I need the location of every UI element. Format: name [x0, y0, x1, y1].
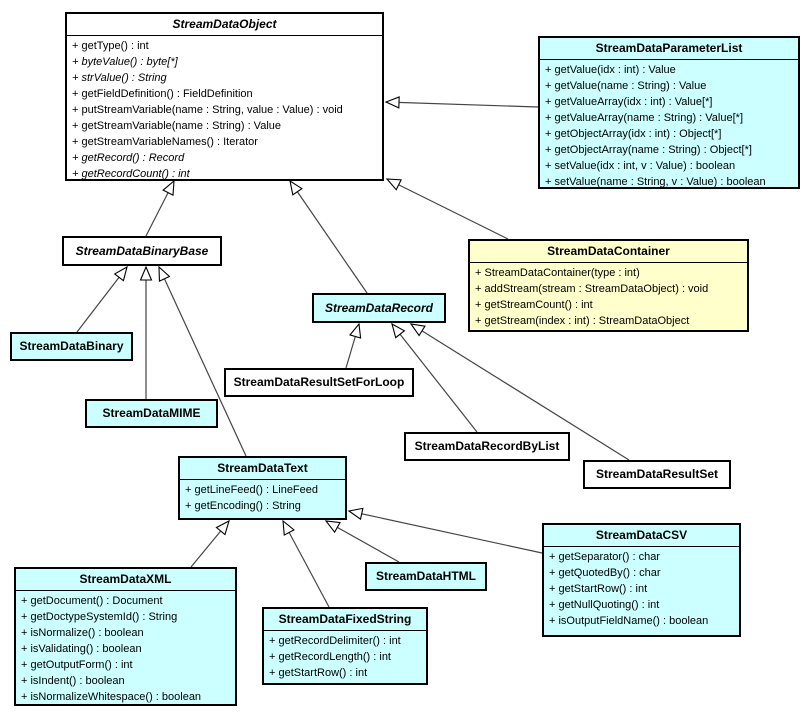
method: + getRecordCount() : int: [72, 168, 190, 180]
class-box-StreamDataText[interactable]: [178, 456, 347, 520]
method: + getStream(index : int) : StreamDataObject: [475, 315, 690, 327]
class-box-StreamDataBinaryBase[interactable]: [62, 236, 222, 266]
methods-compartment: [67, 36, 382, 181]
method: + getObjectArray(name : String) : Object[*]: [545, 144, 752, 156]
class-title: StreamDataMIME: [102, 406, 201, 420]
methods-compartment: [16, 591, 235, 706]
method: + getStreamVariable(name : String) : Value: [72, 120, 281, 132]
method: + getStartRow() : int: [549, 583, 648, 595]
method: + isNormalize() : boolean: [21, 627, 144, 639]
method: + getEncoding() : String: [185, 500, 301, 512]
generalization-arrow-StreamDataBinaryBase-to-StreamDataObject: [146, 181, 174, 236]
class-box-StreamDataBinary[interactable]: [10, 332, 133, 361]
class-box-StreamDataRecord[interactable]: [312, 293, 446, 323]
class-box-StreamDataResultSet[interactable]: [583, 460, 731, 489]
method: + getDocument() : Document: [21, 595, 163, 607]
method: + strValue() : String: [72, 72, 167, 84]
method: + getLineFeed() : LineFeed: [185, 484, 319, 496]
methods-compartment: [180, 480, 345, 515]
method: + putStreamVariable(name : String, value : Value) : void: [72, 104, 343, 116]
class-title: StreamDataBinaryBase: [75, 243, 209, 258]
method: + getQuotedBy() : char: [549, 567, 661, 579]
method: + getStartRow() : int: [269, 667, 368, 679]
generalization-arrow-StreamDataParameterList-to-StreamDataObject: [386, 102, 538, 107]
method: + isOutputFieldName() : boolean: [549, 615, 709, 627]
class-title: StreamDataXML: [16, 569, 235, 591]
class-box-StreamDataParameterList[interactable]: [538, 36, 800, 189]
method: + isIndent() : boolean: [21, 675, 125, 687]
class-title: StreamDataResultSet: [595, 467, 719, 481]
method: + byteValue() : byte[*]: [72, 56, 178, 68]
generalization-arrow-StreamDataBinary-to-StreamDataBinaryBase: [77, 267, 127, 332]
class-title: StreamDataHTML: [375, 569, 477, 583]
method: + getValueArray(name : String) : Value[*]: [545, 112, 743, 124]
generalization-arrow-StreamDataHTML-to-StreamDataText: [326, 521, 399, 562]
method: + getRecordLength() : int: [269, 651, 391, 663]
class-title: StreamDataContainer: [470, 241, 747, 263]
method: + getSeparator() : char: [549, 551, 660, 563]
method: + StreamDataContainer(type : int): [475, 267, 640, 279]
method: + getValueArray(idx : int) : Value[*]: [545, 96, 713, 108]
method: + getRecordDelimiter() : int: [269, 635, 401, 647]
class-title: StreamDataResultSetForLoop: [233, 375, 405, 389]
class-box-StreamDataContainer[interactable]: [468, 239, 749, 332]
class-title: StreamDataBinary: [19, 339, 124, 353]
class-box-StreamDataResultSetForLoop[interactable]: [224, 368, 414, 397]
generalization-arrow-StreamDataResultSetForLoop-to-StreamDataRecord: [346, 324, 359, 368]
class-box-StreamDataHTML[interactable]: [365, 562, 487, 591]
class-box-StreamDataRecordByList[interactable]: [404, 432, 570, 461]
method: + getOutputForm() : int: [21, 659, 133, 671]
method: + getNullQuoting() : int: [549, 599, 660, 611]
methods-compartment: [540, 60, 798, 189]
class-title: StreamDataCSV: [544, 525, 739, 547]
class-box-StreamDataCSV[interactable]: [542, 523, 741, 637]
method: + isValidating() : boolean: [21, 643, 142, 655]
method: + getFieldDefinition() : FieldDefinition: [72, 88, 253, 100]
class-title: StreamDataText: [180, 458, 345, 480]
generalization-arrow-StreamDataFixedString-to-StreamDataText: [283, 521, 329, 607]
method: + isNormalizeWhitespace() : boolean: [21, 691, 202, 703]
method: + getDoctypeSystemId() : String: [21, 611, 178, 623]
class-title: StreamDataParameterList: [540, 38, 798, 60]
generalization-arrow-StreamDataRecord-to-StreamDataObject: [290, 181, 367, 293]
method: + getValue(idx : int) : Value: [545, 64, 676, 76]
method: + getStreamCount() : int: [475, 299, 593, 311]
class-title: StreamDataObject: [67, 14, 382, 36]
class-box-StreamDataXML[interactable]: [14, 567, 237, 706]
class-box-StreamDataObject[interactable]: [65, 12, 384, 181]
method: + setValue(idx : int, v : Value) : boolean: [545, 160, 736, 172]
method: + getValue(name : String) : Value: [545, 80, 707, 92]
method: + getStreamVariableNames() : Iterator: [72, 136, 258, 148]
class-box-StreamDataFixedString[interactable]: [262, 607, 428, 685]
method: + setValue(name : String, v : Value) : boolean: [545, 176, 766, 188]
generalization-arrow-StreamDataContainer-to-StreamDataObject: [387, 179, 508, 239]
method: + getObjectArray(idx : int) : Object[*]: [545, 128, 722, 140]
class-box-StreamDataMIME[interactable]: [85, 399, 218, 428]
class-title: StreamDataFixedString: [264, 609, 426, 631]
generalization-arrow-StreamDataXML-to-StreamDataText: [191, 521, 229, 567]
generalization-arrow-StreamDataCSV-to-StreamDataText: [349, 511, 542, 553]
class-title: StreamDataRecord: [324, 300, 434, 315]
method: + addStream(stream : StreamDataObject) : void: [475, 283, 709, 295]
methods-compartment: [470, 263, 747, 330]
class-title: StreamDataRecordByList: [414, 439, 560, 453]
methods-compartment: [264, 631, 426, 682]
methods-compartment: [544, 547, 739, 630]
method: + getRecord() : Record: [72, 152, 185, 164]
method: + getType() : int: [72, 40, 149, 52]
